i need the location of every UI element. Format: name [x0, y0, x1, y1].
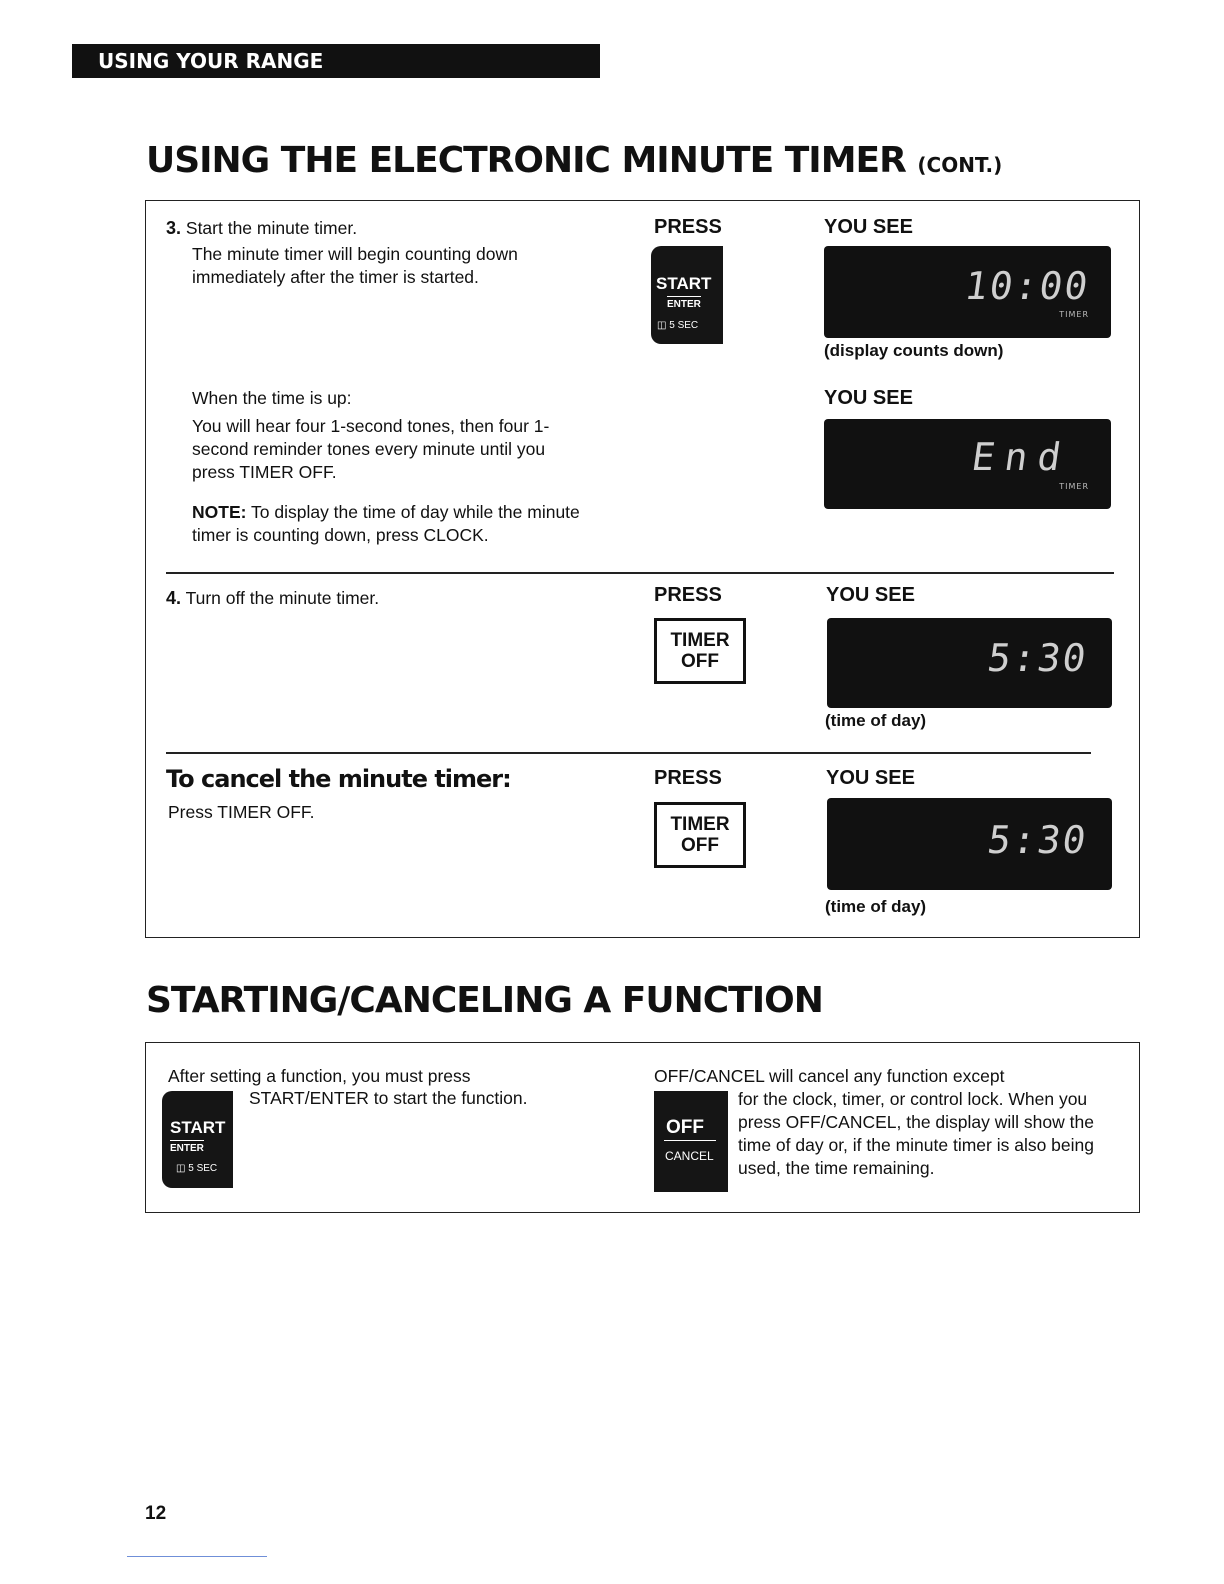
step3-you-see-label: YOU SEE	[824, 216, 913, 238]
start-key-label-function: START	[170, 1118, 226, 1137]
section-header-bar	[72, 44, 600, 78]
function-left-line1: After setting a function, you must press	[168, 1066, 471, 1086]
divider-cancel	[166, 752, 1091, 754]
off-cancel-key[interactable]	[654, 1091, 728, 1192]
timer-indicator-end: TIMER	[1059, 482, 1089, 491]
cancel-you-see-label: YOU SEE	[826, 767, 915, 789]
start-enter-key[interactable]	[651, 246, 723, 344]
start-enter-key-function[interactable]	[162, 1091, 233, 1188]
display-end-text: End	[969, 435, 1075, 479]
timer-off-key[interactable]	[654, 618, 746, 684]
clock-digits-cancel: 5:30	[985, 818, 1092, 862]
clock-display-step4	[827, 618, 1112, 708]
step4-press-label: PRESS	[654, 584, 722, 606]
lock-5sec-label: ◫ 5 SEC	[657, 320, 699, 331]
step4-caption: (time of day)	[825, 711, 927, 730]
cancel-key-label: CANCEL	[665, 1149, 714, 1163]
timer-off-key-cancel[interactable]	[654, 802, 746, 868]
clock-display-cancel	[827, 798, 1112, 890]
step3-body: The minute timer will begin counting down immediately after the timer is started.	[192, 244, 518, 287]
function-right-line1: OFF/CANCEL will cancel any function except	[654, 1066, 1005, 1086]
display-digits: 10:00	[961, 264, 1093, 308]
clock-digits-step4: 5:30	[985, 636, 1092, 680]
timer-section-title: USING THE ELECTRONIC MINUTE TIMER (CONT.)	[146, 140, 1003, 181]
time-up-body: You will hear four 1-second tones, then four 1-second reminder tones every minute until you press TIMER OFF.	[192, 416, 550, 482]
step3-heading: 3. Start the minute timer.	[166, 218, 358, 238]
lock-icon: ◫	[657, 320, 667, 331]
lock-icon: ◫	[176, 1163, 186, 1174]
note	[192, 501, 612, 547]
timer-indicator: TIMER	[1059, 310, 1089, 319]
enter-key-label-function: ENTER	[170, 1140, 204, 1154]
step4-heading: 4. Turn off the minute timer.	[166, 588, 380, 608]
countdown-caption: (display counts down)	[824, 341, 1004, 360]
off-key-label: OFF	[666, 1117, 704, 1138]
timer-off-key-cancel-line1: TIMER	[670, 814, 730, 835]
note-body: To display the time of day while the minute timer is counting down, press CLOCK.	[192, 502, 580, 545]
function-left-line2: START/ENTER to start the function.	[249, 1088, 528, 1108]
timer-off-key-line1: TIMER	[670, 630, 730, 651]
cancel-press-label: PRESS	[654, 767, 722, 789]
cancel-body: Press TIMER OFF.	[168, 802, 315, 822]
divider-step4	[166, 572, 1114, 574]
enter-key-label: ENTER	[667, 296, 701, 310]
section-header-label: USING YOUR RANGE	[98, 49, 324, 73]
footer-line	[127, 1556, 267, 1557]
start-key-label: START	[656, 274, 712, 293]
page-number: 12	[145, 1503, 167, 1524]
cancel-heading: To cancel the minute timer:	[166, 765, 511, 793]
timer-display-countdown	[824, 246, 1111, 338]
time-up-heading: When the time is up:	[192, 388, 352, 408]
step3-press-label: PRESS	[654, 216, 722, 238]
function-right-body: for the clock, timer, or control lock. When you press OFF/CANCEL, the display will show the time of day or, if the minute timer is also being used, the time remaining.	[738, 1089, 1094, 1178]
step4-you-see-label: YOU SEE	[826, 584, 915, 606]
timer-off-key-line2: OFF	[681, 651, 719, 672]
lock-5sec-label-function: ◫ 5 SEC	[176, 1163, 218, 1174]
off-key-divider	[664, 1140, 716, 1141]
function-section-title: STARTING/CANCELING A FUNCTION	[146, 980, 823, 1021]
step3-you-see-label-2: YOU SEE	[824, 387, 913, 409]
timer-off-key-cancel-line2: OFF	[681, 835, 719, 856]
cancel-caption: (time of day)	[825, 897, 927, 916]
note-label: NOTE:	[192, 502, 247, 522]
timer-display-end	[824, 419, 1111, 509]
